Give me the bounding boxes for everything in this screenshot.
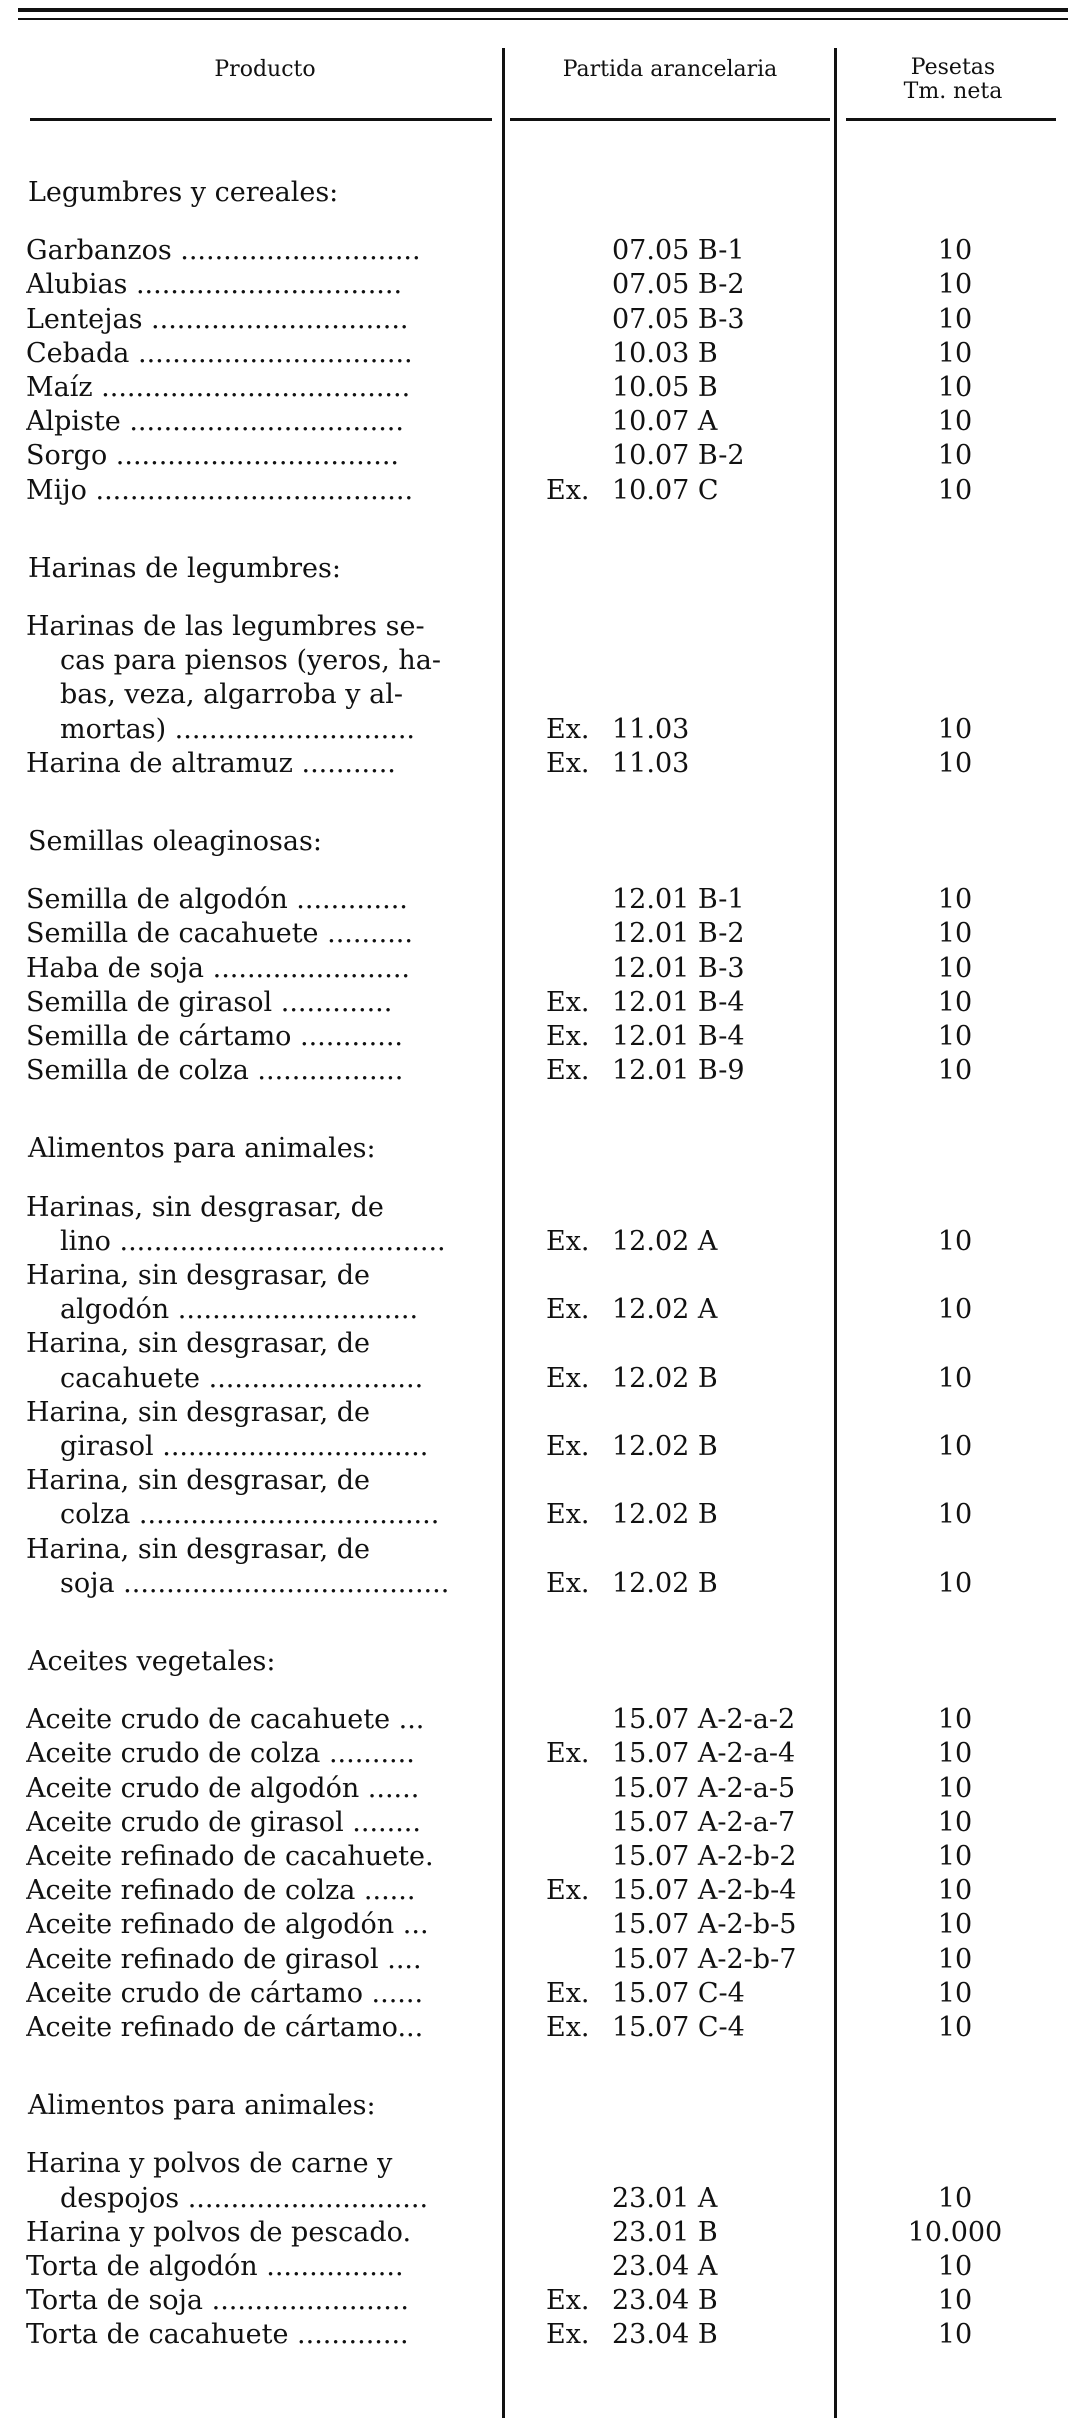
producto-cell: Harina de altramuz ........... (26, 747, 396, 779)
header-pesetas: Pesetas (910, 55, 996, 80)
header-producto: Producto (214, 57, 316, 82)
pesetas-cell: 10 (937, 406, 973, 438)
partida-cell: 23.01 A (612, 2182, 718, 2214)
producto-cell: Harina, sin desgrasar, de (26, 1396, 371, 1428)
pesetas-cell: 10 (937, 1704, 973, 1736)
partida-cell: 12.01 B-4 (612, 986, 745, 1018)
producto-cell: Torta de algodón ................ (26, 2251, 404, 2282)
producto-cell: Harinas, sin desgrasar, de (26, 1191, 384, 1223)
pesetas-cell: 10 (937, 1055, 973, 1087)
partida-cell: 12.02 B (612, 1499, 718, 1531)
pesetas-cell: 10 (937, 372, 973, 403)
partida-cell: 15.07 C-4 (612, 1977, 745, 2009)
ex-marker: Ex. (546, 2319, 590, 2351)
producto-cell: Haba de soja ....................... (26, 952, 411, 984)
ex-marker: Ex. (546, 1055, 590, 1087)
producto-cell: mortas) ............................ (60, 713, 415, 745)
pesetas-cell: 10 (937, 1943, 973, 1975)
partida-cell: 10.07 C (612, 474, 719, 506)
ex-marker: Ex. (546, 1294, 590, 1326)
partida-cell: 11.03 (612, 747, 690, 779)
pesetas-cell: 10 (937, 747, 973, 779)
producto-cell: Aceite crudo de cacahuete ... (26, 1704, 425, 1736)
pesetas-cell: 10 (937, 952, 973, 984)
partida-cell: 12.02 B (612, 1362, 718, 1394)
ex-marker: Ex. (546, 1499, 590, 1531)
header-rule-partida (510, 118, 830, 121)
ex-marker: Ex. (546, 747, 590, 779)
pesetas-cell: 10 (937, 1909, 973, 1941)
producto-cell: Torta de soja ....................... (26, 2285, 410, 2317)
partida-cell: 12.01 B-2 (612, 918, 745, 950)
producto-cell: Aceite crudo de cártamo ...... (26, 1977, 424, 2009)
producto-cell: Aceite refinado de cártamo... (26, 2012, 424, 2043)
ex-marker: Ex. (546, 474, 590, 506)
pesetas-cell: 10 (937, 1977, 973, 2009)
producto-cell: Alubias ............................... (26, 269, 403, 301)
pesetas-cell: 10 (937, 986, 973, 1018)
partida-cell: 23.04 A (612, 2251, 718, 2282)
pesetas-cell: 10 (937, 337, 973, 369)
ex-marker: Ex. (546, 1977, 590, 2009)
ex-marker: Ex. (546, 986, 590, 1018)
pesetas-cell: 10 (937, 2182, 973, 2214)
producto-cell: cacahuete ......................... (60, 1362, 424, 1394)
producto-cell: Torta de cacahuete ............. (26, 2319, 409, 2351)
pesetas-cell: 10 (937, 1021, 973, 1052)
section-title: Legumbres y cereales: (28, 177, 339, 208)
pesetas-cell: 10 (937, 2319, 973, 2351)
ex-marker: Ex. (546, 1225, 590, 1257)
producto-cell: Aceite crudo de colza .......... (26, 1738, 415, 1770)
producto-cell: Semilla de cártamo ............ (26, 1021, 404, 1052)
section-title: Alimentos para animales: (28, 1133, 376, 1165)
pesetas-cell: 10 (937, 1499, 973, 1531)
producto-cell: Harina, sin desgrasar, de (26, 1260, 371, 1291)
producto-cell: girasol ............................... (60, 1431, 429, 1462)
pesetas-cell: 10 (937, 1225, 973, 1257)
producto-cell: Harina y polvos de carne y (26, 2148, 393, 2180)
ex-marker: Ex. (546, 1567, 590, 1599)
partida-cell: 07.05 B-1 (612, 235, 745, 267)
partida-cell: 11.03 (612, 713, 690, 745)
partida-cell: 07.05 B-3 (612, 303, 745, 335)
partida-cell: 23.04 B (612, 2285, 718, 2317)
producto-cell: Alpiste ................................ (26, 406, 404, 438)
pesetas-cell: 10 (937, 440, 973, 472)
producto-cell: Lentejas .............................. (26, 303, 409, 335)
partida-cell: 10.05 B (612, 372, 718, 403)
producto-cell: Aceite crudo de girasol ........ (26, 1806, 421, 1838)
producto-cell: Harinas de las legumbres se- (26, 611, 425, 642)
pesetas-cell: 10 (937, 1772, 973, 1804)
partida-cell: 15.07 A-2-a-2 (612, 1704, 796, 1736)
ex-marker: Ex. (546, 1875, 590, 1907)
pesetas-cell: 10 (937, 1431, 973, 1462)
pesetas-cell: 10 (937, 1294, 973, 1326)
pesetas-cell: 10 (937, 713, 973, 745)
header-rule-pesetas (846, 118, 1056, 121)
producto-cell: Aceite refinado de colza ...... (26, 1875, 416, 1907)
producto-cell: colza ................................... (60, 1499, 440, 1531)
ex-marker: Ex. (546, 1738, 590, 1770)
partida-cell: 10.07 B-2 (612, 440, 745, 472)
pesetas-cell: 10 (937, 474, 973, 506)
pesetas-cell: 10 (937, 884, 973, 916)
producto-cell: Harina, sin desgrasar, de (26, 1328, 371, 1360)
partida-cell: 23.01 B (612, 2216, 718, 2248)
ex-marker: Ex. (546, 2012, 590, 2043)
producto-cell: Harina, sin desgrasar, de (26, 1533, 371, 1565)
producto-cell: Aceite refinado de algodón ... (26, 1909, 429, 1941)
producto-cell: Aceite crudo de algodón ...... (26, 1772, 420, 1804)
partida-cell: 07.05 B-2 (612, 269, 745, 301)
pesetas-cell: 10 (937, 918, 973, 950)
partida-cell: 12.02 A (612, 1294, 718, 1326)
producto-cell: Semilla de cacahuete .......... (26, 918, 413, 950)
producto-cell: Semilla de algodón ............. (26, 884, 408, 916)
ex-marker: Ex. (546, 1362, 590, 1394)
partida-cell: 12.02 B (612, 1431, 718, 1462)
producto-cell: Mijo ..................................... (26, 474, 414, 506)
producto-cell: algodón ............................ (60, 1294, 419, 1326)
producto-cell: Harina, sin desgrasar, de (26, 1465, 371, 1497)
partida-cell: 12.01 B-4 (612, 1021, 745, 1052)
producto-cell: Aceite refinado de girasol .... (26, 1943, 422, 1975)
ex-marker: Ex. (546, 1021, 590, 1052)
ex-marker: Ex. (546, 713, 590, 745)
pesetas-cell: 10 (937, 303, 973, 335)
partida-cell: 12.01 B-1 (612, 884, 745, 916)
top-rule-thin (18, 18, 1068, 20)
partida-cell: 15.07 A-2-b-5 (612, 1909, 797, 1941)
section-title: Aceites vegetales: (28, 1646, 276, 1677)
pesetas-cell: 10 (937, 1738, 973, 1770)
partida-cell: 10.07 A (612, 406, 718, 438)
producto-cell: soja ...................................... (60, 1567, 450, 1599)
pesetas-cell: 10 (937, 269, 973, 301)
partida-cell: 12.01 B-9 (612, 1055, 745, 1087)
partida-cell: 15.07 C-4 (612, 2012, 745, 2043)
header-partida: Partida arancelaria (562, 57, 778, 82)
producto-cell: Harina y polvos de pescado. (26, 2216, 412, 2248)
producto-cell: Garbanzos ............................ (26, 235, 421, 267)
pesetas-cell: 10 (937, 1841, 973, 1872)
producto-cell: Maíz .................................... (26, 372, 411, 403)
pesetas-cell: 10 (937, 1875, 973, 1907)
ex-marker: Ex. (546, 1431, 590, 1462)
section-title: Harinas de legumbres: (28, 552, 341, 584)
partida-cell: 12.02 A (612, 1225, 718, 1257)
pesetas-cell: 10 (937, 2285, 973, 2317)
producto-cell: lino ...................................... (60, 1225, 446, 1257)
ex-marker: Ex. (546, 2285, 590, 2317)
partida-cell: 15.07 A-2-a-7 (612, 1806, 796, 1838)
producto-cell: Cebada ................................ (26, 337, 413, 369)
section-title: Alimentos para animales: (28, 2090, 376, 2122)
producto-cell: Semilla de girasol ............. (26, 986, 393, 1018)
partida-cell: 23.04 B (612, 2319, 718, 2351)
producto-cell: bas, veza, algarroba y al- (60, 679, 403, 711)
producto-cell: despojos ............................ (60, 2182, 429, 2214)
producto-cell: Sorgo ................................. (26, 440, 400, 472)
partida-cell: 15.07 A-2-b-4 (612, 1875, 797, 1907)
top-rule-thick (18, 8, 1068, 12)
partida-cell: 10.03 B (612, 337, 718, 369)
partida-cell: 12.01 B-3 (612, 952, 745, 984)
producto-cell: Aceite refinado de cacahuete. (26, 1841, 434, 1872)
header-pesetas-unit: Tm. neta (903, 79, 1003, 104)
partida-cell: 15.07 A-2-b-2 (612, 1841, 797, 1872)
pesetas-cell: 10 (937, 1362, 973, 1394)
section-title: Semillas oleaginosas: (28, 826, 322, 857)
producto-cell: Semilla de colza ................. (26, 1055, 404, 1087)
column-divider-2 (834, 48, 837, 2418)
header-rule-producto (30, 118, 492, 121)
partida-cell: 12.02 B (612, 1567, 718, 1599)
pesetas-cell: 10.000 (907, 2216, 1003, 2248)
pesetas-cell: 10 (937, 235, 973, 267)
producto-cell: cas para piensos (yeros, ha- (60, 645, 442, 677)
pesetas-cell: 10 (937, 2251, 973, 2282)
partida-cell: 15.07 A-2-a-5 (612, 1772, 796, 1804)
partida-cell: 15.07 A-2-a-4 (612, 1738, 796, 1770)
pesetas-cell: 10 (937, 2012, 973, 2043)
pesetas-cell: 10 (937, 1806, 973, 1838)
partida-cell: 15.07 A-2-b-7 (612, 1943, 797, 1975)
pesetas-cell: 10 (937, 1567, 973, 1599)
